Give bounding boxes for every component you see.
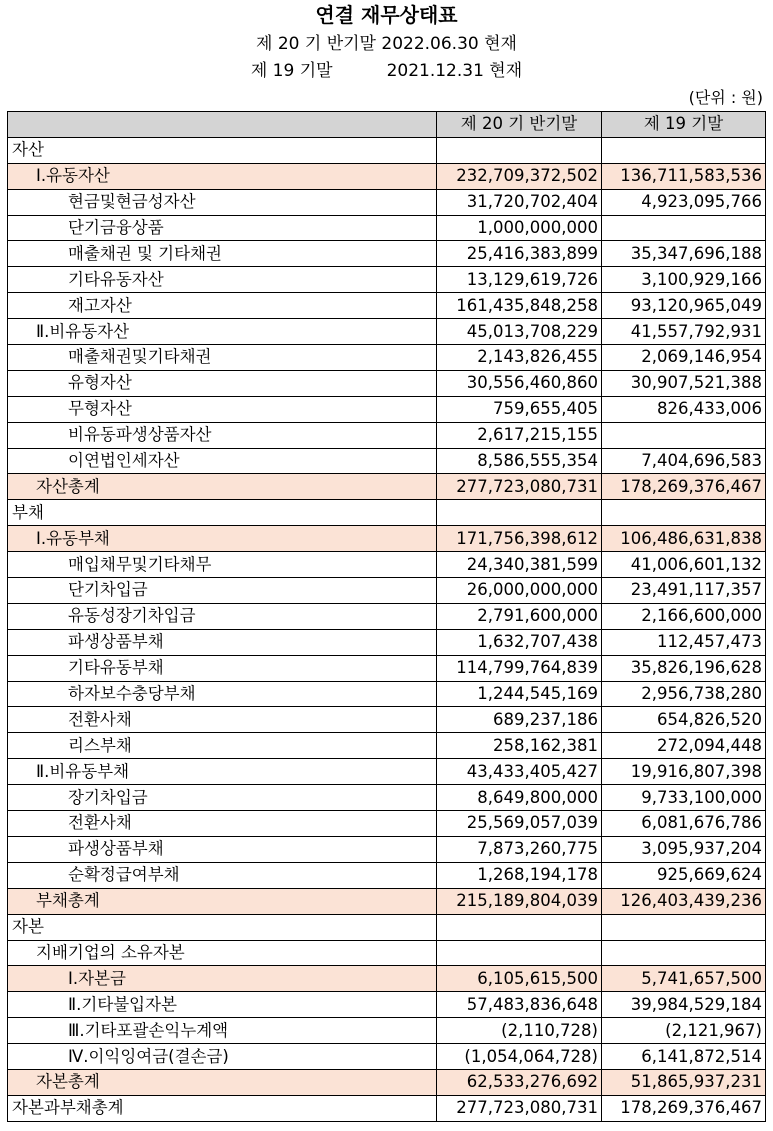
table-row [8, 862, 766, 888]
current-period-value: 277,723,080,731 [437, 1095, 602, 1121]
current-period-value: 43,433,405,427 [437, 759, 602, 785]
table-row [8, 811, 766, 837]
current-period-value: 2,617,215,155 [437, 422, 602, 448]
account-name: 자본과부채총계 [8, 1095, 437, 1121]
header-previous-period: 제 19 기말 [602, 112, 766, 138]
account-name: 재고자산 [8, 293, 437, 319]
current-period-value: 45,013,708,229 [437, 319, 602, 345]
previous-period-value: 2,069,146,954 [602, 345, 766, 371]
current-period-value: 215,189,804,039 [437, 888, 602, 914]
account-name: 부채 [8, 500, 437, 526]
account-name: Ⅰ.유동부채 [8, 526, 437, 552]
previous-period-value: 35,826,196,628 [602, 655, 766, 681]
table-row [8, 1044, 766, 1070]
current-period-value: 13,129,619,726 [437, 267, 602, 293]
previous-period-value [602, 500, 766, 526]
table-row [8, 552, 766, 578]
previous-period-value: (2,121,967) [602, 1018, 766, 1044]
table-row [8, 1069, 766, 1095]
table-row [8, 1018, 766, 1044]
account-name: Ⅱ.기타불입자본 [8, 992, 437, 1018]
table-row [8, 526, 766, 552]
current-period-value: 7,873,260,775 [437, 836, 602, 862]
account-name: 하자보수충당부채 [8, 681, 437, 707]
current-period-value: (2,110,728) [437, 1018, 602, 1044]
header-account [8, 112, 437, 138]
account-name: 현금및현금성자산 [8, 189, 437, 215]
previous-period-value: 7,404,696,583 [602, 448, 766, 474]
table-body [8, 137, 766, 1121]
current-period-value: 1,632,707,438 [437, 629, 602, 655]
current-period-value: 1,244,545,169 [437, 681, 602, 707]
previous-period-value: 178,269,376,467 [602, 474, 766, 500]
account-name: Ⅰ.유동자산 [8, 163, 437, 189]
table-row [8, 888, 766, 914]
current-period-value: 30,556,460,860 [437, 370, 602, 396]
balance-sheet-table [7, 111, 766, 1122]
previous-period-value: 30,907,521,388 [602, 370, 766, 396]
previous-period-value: 19,916,807,398 [602, 759, 766, 785]
account-name: 단기차입금 [8, 578, 437, 604]
current-period-value: (1,054,064,728) [437, 1044, 602, 1070]
table-row [8, 448, 766, 474]
table-row [8, 578, 766, 604]
previous-period-value: 272,094,448 [602, 733, 766, 759]
table-row [8, 345, 766, 371]
previous-period-value: 654,826,520 [602, 707, 766, 733]
current-period-value [437, 500, 602, 526]
account-name: 부채총계 [8, 888, 437, 914]
current-period-value: 277,723,080,731 [437, 474, 602, 500]
account-name: 유형자산 [8, 370, 437, 396]
account-name: 자산 [8, 137, 437, 163]
table-row [8, 629, 766, 655]
current-period-value: 25,416,383,899 [437, 241, 602, 267]
previous-period-value: 126,403,439,236 [602, 888, 766, 914]
account-name: 자산총계 [8, 474, 437, 500]
previous-period-value: 51,865,937,231 [602, 1069, 766, 1095]
table-row [8, 319, 766, 345]
previous-period-value: 6,141,872,514 [602, 1044, 766, 1070]
previous-period-value: 3,095,937,204 [602, 836, 766, 862]
previous-period-value [602, 215, 766, 241]
previous-period-value: 2,166,600,000 [602, 603, 766, 629]
account-name: 비유동파생상품자산 [8, 422, 437, 448]
previous-period-value: 106,486,631,838 [602, 526, 766, 552]
account-name: Ⅳ.이익잉여금(결손금) [8, 1044, 437, 1070]
table-row [8, 966, 766, 992]
previous-period-value: 23,491,117,357 [602, 578, 766, 604]
account-name: 자본 [8, 914, 437, 940]
current-period-value: 24,340,381,599 [437, 552, 602, 578]
table-row [8, 137, 766, 163]
table-row [8, 940, 766, 966]
table-row [8, 500, 766, 526]
account-name: 전환사채 [8, 707, 437, 733]
account-name: 자본총계 [8, 1069, 437, 1095]
table-row [8, 759, 766, 785]
table-row [8, 370, 766, 396]
account-name: 기타유동부채 [8, 655, 437, 681]
current-period-value: 31,720,702,404 [437, 189, 602, 215]
account-name: 기타유동자산 [8, 267, 437, 293]
table-row [8, 914, 766, 940]
account-name: 매입채무및기타채무 [8, 552, 437, 578]
previous-period-value: 41,006,601,132 [602, 552, 766, 578]
previous-period-value [602, 914, 766, 940]
current-period-value: 8,649,800,000 [437, 785, 602, 811]
previous-period-value: 35,347,696,188 [602, 241, 766, 267]
statement-title: 연결 재무상태표 [315, 3, 458, 27]
current-period-value: 1,268,194,178 [437, 862, 602, 888]
previous-period-value: 925,669,624 [602, 862, 766, 888]
current-period-value [437, 137, 602, 163]
account-name: Ⅱ.비유동자산 [8, 319, 437, 345]
current-period-value: 759,655,405 [437, 396, 602, 422]
account-name: 지배기업의 소유자본 [8, 940, 437, 966]
table-row [8, 215, 766, 241]
table-row [8, 422, 766, 448]
account-name: 단기금융상품 [8, 215, 437, 241]
current-period-value: 171,756,398,612 [437, 526, 602, 552]
current-period-value: 26,000,000,000 [437, 578, 602, 604]
previous-period-value: 9,733,100,000 [602, 785, 766, 811]
table-row [8, 1095, 766, 1121]
table-row [8, 733, 766, 759]
account-name: 유동성장기차입금 [8, 603, 437, 629]
current-period-value: 62,533,276,692 [437, 1069, 602, 1095]
previous-period-value: 93,120,965,049 [602, 293, 766, 319]
current-period-value: 57,483,836,648 [437, 992, 602, 1018]
previous-period-value: 826,433,006 [602, 396, 766, 422]
previous-period-value: 112,457,473 [602, 629, 766, 655]
table-row [8, 785, 766, 811]
table-row [8, 707, 766, 733]
current-period-value: 689,237,186 [437, 707, 602, 733]
account-name: Ⅲ.기타포괄손익누계액 [8, 1018, 437, 1044]
account-name: 장기차입금 [8, 785, 437, 811]
table-row [8, 474, 766, 500]
previous-period-value: 136,711,583,536 [602, 163, 766, 189]
previous-period-value: 41,557,792,931 [602, 319, 766, 345]
table-row [8, 396, 766, 422]
header-current-period: 제 20 기 반기말 [437, 112, 602, 138]
table-row [8, 189, 766, 215]
current-period-value: 2,143,826,455 [437, 345, 602, 371]
previous-period-value [602, 940, 766, 966]
table-row [8, 293, 766, 319]
current-period-value [437, 914, 602, 940]
current-period-value: 1,000,000,000 [437, 215, 602, 241]
current-period-value: 114,799,764,839 [437, 655, 602, 681]
current-period-value [437, 940, 602, 966]
current-period-value: 258,162,381 [437, 733, 602, 759]
table-row [8, 267, 766, 293]
account-name: 전환사채 [8, 811, 437, 837]
table-row [8, 163, 766, 189]
table-row [8, 836, 766, 862]
previous-period-value: 3,100,929,166 [602, 267, 766, 293]
account-name: 순확정급여부채 [8, 862, 437, 888]
current-period-value: 161,435,848,258 [437, 293, 602, 319]
account-name: 이연법인세자산 [8, 448, 437, 474]
previous-period-value: 4,923,095,766 [602, 189, 766, 215]
account-name: 매출채권 및 기타채권 [8, 241, 437, 267]
unit-label: (단위 : 원) [688, 88, 763, 107]
period-previous: 제 19 기말 2021.12.31 현재 [250, 61, 523, 81]
account-name: 매출채권및기타채권 [8, 345, 437, 371]
previous-period-value: 6,081,676,786 [602, 811, 766, 837]
current-period-value: 25,569,057,039 [437, 811, 602, 837]
table-row [8, 241, 766, 267]
table-row [8, 655, 766, 681]
table-row [8, 681, 766, 707]
account-name: 파생상품부채 [8, 836, 437, 862]
previous-period-value: 5,741,657,500 [602, 966, 766, 992]
account-name: 무형자산 [8, 396, 437, 422]
previous-period-value: 178,269,376,467 [602, 1095, 766, 1121]
current-period-value: 8,586,555,354 [437, 448, 602, 474]
previous-period-value: 2,956,738,280 [602, 681, 766, 707]
previous-period-value: 39,984,529,184 [602, 992, 766, 1018]
current-period-value: 2,791,600,000 [437, 603, 602, 629]
period-current: 제 20 기 반기말 2022.06.30 현재 [256, 34, 517, 54]
account-name: 리스부채 [8, 733, 437, 759]
current-period-value: 6,105,615,500 [437, 966, 602, 992]
previous-period-value [602, 137, 766, 163]
table-row [8, 603, 766, 629]
account-name: Ⅰ.자본금 [8, 966, 437, 992]
current-period-value: 232,709,372,502 [437, 163, 602, 189]
table-header-row [8, 112, 766, 138]
previous-period-value [602, 422, 766, 448]
account-name: Ⅱ.비유동부채 [8, 759, 437, 785]
account-name: 파생상품부채 [8, 629, 437, 655]
table-row [8, 992, 766, 1018]
